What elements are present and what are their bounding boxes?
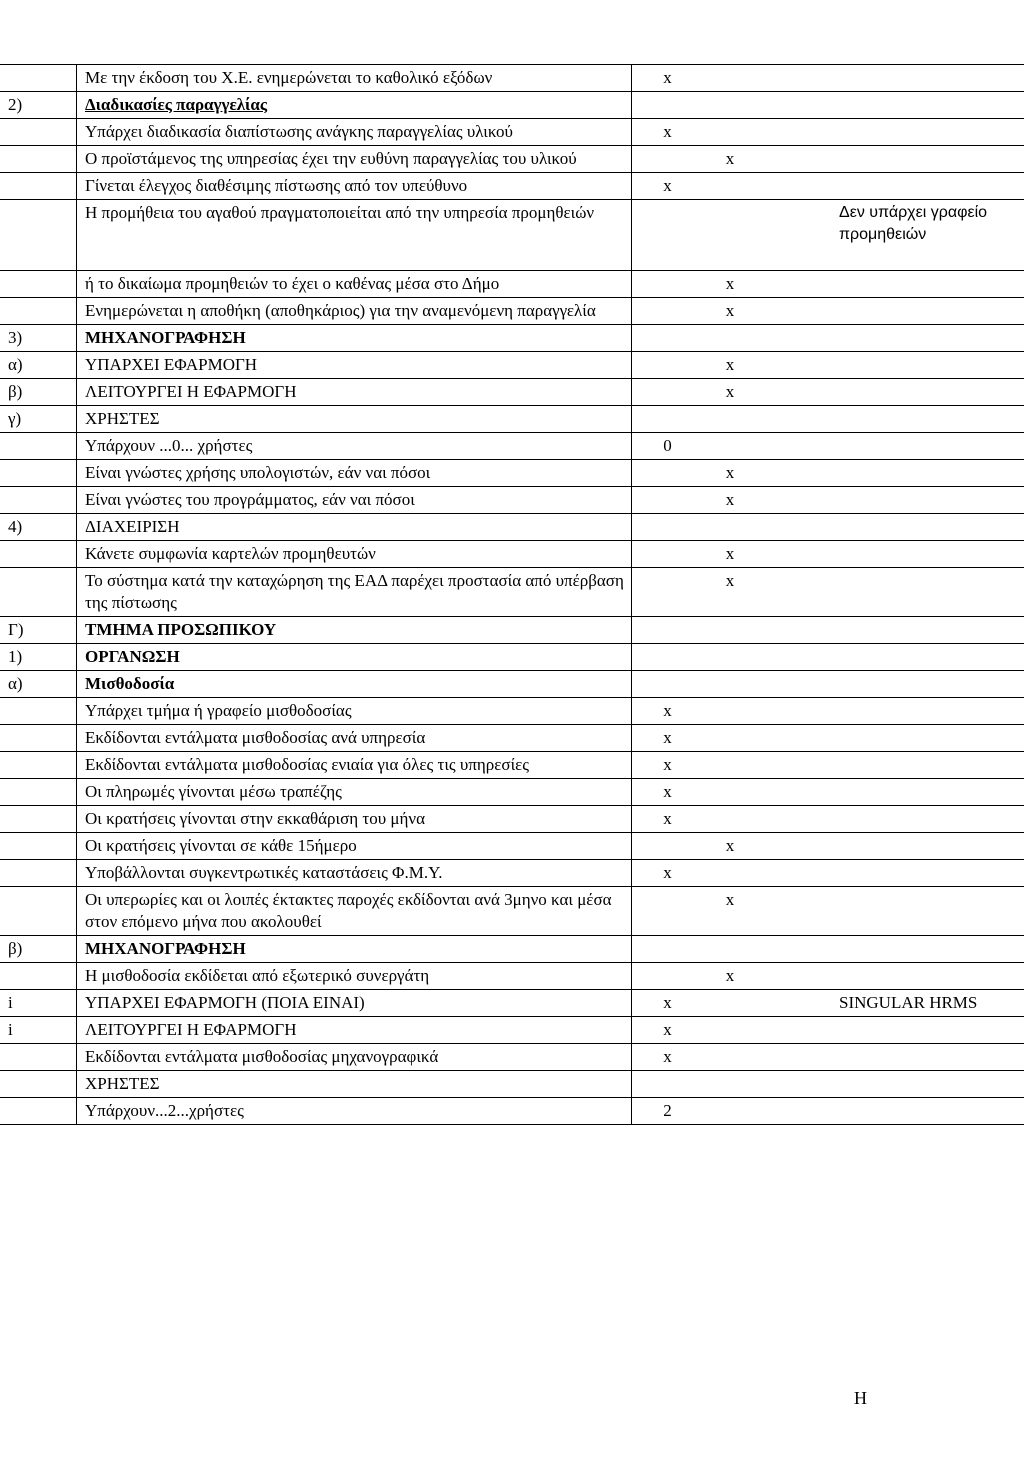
row-description: ΥΠΑΡΧΕΙ ΕΦΑΡΜΟΓΗ (ΠΟΙΑ ΕΙΝΑΙ) — [77, 990, 632, 1017]
row-observation — [831, 298, 1024, 325]
row-description: Υπάρχουν...2...χρήστες — [77, 1098, 632, 1125]
row-yes-mark — [632, 617, 702, 644]
row-na-mark — [757, 644, 831, 671]
row-no-mark — [701, 433, 757, 460]
row-description: ΟΡΓΑΝΩΣΗ — [77, 644, 632, 671]
row-no-mark: x — [701, 379, 757, 406]
row-number: Γ) — [0, 617, 77, 644]
row-number: α) — [0, 352, 77, 379]
row-description: ΧΡΗΣΤΕΣ — [77, 406, 632, 433]
row-na-mark — [757, 92, 831, 119]
row-yes-mark: 0 — [632, 433, 702, 460]
row-na-mark — [757, 671, 831, 698]
row-description: Εκδίδονται εντάλματα μισθοδοσίας ενιαία για όλες τις υπηρεσίες — [77, 752, 632, 779]
row-description: ή το δικαίωμα προμηθειών το έχει ο καθένας μέσα στο Δήμο — [77, 271, 632, 298]
row-observation — [831, 698, 1024, 725]
row-na-mark — [757, 779, 831, 806]
row-yes-mark — [632, 200, 702, 271]
row-number: α) — [0, 671, 77, 698]
row-yes-mark — [632, 1071, 702, 1098]
row-na-mark — [757, 833, 831, 860]
row-number — [0, 433, 77, 460]
row-yes-mark — [632, 352, 702, 379]
row-no-mark — [701, 752, 757, 779]
row-na-mark — [757, 752, 831, 779]
row-yes-mark — [632, 325, 702, 352]
row-number — [0, 860, 77, 887]
row-na-mark — [757, 568, 831, 617]
row-description: Υπάρχει διαδικασία διαπίστωσης ανάγκης παραγγελίας υλικού — [77, 119, 632, 146]
row-observation — [831, 1017, 1024, 1044]
row-na-mark — [757, 65, 831, 92]
row-yes-mark — [632, 833, 702, 860]
checklist-body — [0, 65, 1024, 1125]
row-na-mark — [757, 806, 831, 833]
row-description: Ο προϊστάμενος της υπηρεσίας έχει την ευθύνη παραγγελίας του υλικού — [77, 146, 632, 173]
row-na-mark — [757, 271, 831, 298]
row-no-mark — [701, 779, 757, 806]
row-description: Οι υπερωρίες και οι λοιπές έκτακτες παροχές εκδίδονται ανά 3μηνο και μέσα στον επόμενο μήνα που ακολουθεί — [77, 887, 632, 936]
row-observation — [831, 644, 1024, 671]
row-na-mark — [757, 860, 831, 887]
row-observation — [831, 487, 1024, 514]
table-row — [0, 460, 1024, 487]
row-number — [0, 119, 77, 146]
row-number — [0, 271, 77, 298]
row-number — [0, 725, 77, 752]
row-number: 2) — [0, 92, 77, 119]
row-no-mark — [701, 644, 757, 671]
table-row — [0, 990, 1024, 1017]
row-no-mark — [701, 860, 757, 887]
row-number — [0, 298, 77, 325]
row-description: Με την έκδοση του Χ.Ε. ενημερώνεται το καθολικό εξόδων — [77, 65, 632, 92]
row-na-mark — [757, 1044, 831, 1071]
row-no-mark: x — [701, 568, 757, 617]
row-no-mark — [701, 200, 757, 271]
table-row — [0, 1098, 1024, 1125]
row-no-mark — [701, 514, 757, 541]
row-no-mark — [701, 173, 757, 200]
row-yes-mark: x — [632, 779, 702, 806]
row-no-mark: x — [701, 460, 757, 487]
row-yes-mark — [632, 379, 702, 406]
row-observation — [831, 1071, 1024, 1098]
row-yes-mark — [632, 671, 702, 698]
row-number — [0, 833, 77, 860]
row-no-mark: x — [701, 271, 757, 298]
table-row — [0, 65, 1024, 92]
row-na-mark — [757, 298, 831, 325]
row-no-mark — [701, 325, 757, 352]
row-no-mark: x — [701, 298, 757, 325]
table-row — [0, 806, 1024, 833]
section-heading: Διαδικασίες παραγγελίας — [85, 95, 267, 114]
table-row — [0, 325, 1024, 352]
row-description: Γίνεται έλεγχος διαθέσιμης πίστωσης από τον υπεύθυνο — [77, 173, 632, 200]
row-observation — [831, 271, 1024, 298]
row-na-mark — [757, 541, 831, 568]
row-observation — [831, 379, 1024, 406]
row-description: Είναι γνώστες του προγράμματος, εάν ναι πόσοι — [77, 487, 632, 514]
row-number: 1) — [0, 644, 77, 671]
row-yes-mark: x — [632, 990, 702, 1017]
checklist-table — [0, 64, 1024, 1125]
row-description — [77, 92, 632, 119]
row-no-mark: x — [701, 146, 757, 173]
row-yes-mark: x — [632, 806, 702, 833]
row-no-mark — [701, 990, 757, 1017]
table-row — [0, 887, 1024, 936]
row-no-mark — [701, 406, 757, 433]
row-number: 4) — [0, 514, 77, 541]
row-number: β) — [0, 936, 77, 963]
row-description: Εκδίδονται εντάλματα μισθοδοσίας ανά υπηρεσία — [77, 725, 632, 752]
row-observation — [831, 833, 1024, 860]
row-observation — [831, 963, 1024, 990]
table-row — [0, 200, 1024, 271]
row-description: ΔΙΑΧΕΙΡΙΣΗ — [77, 514, 632, 541]
row-yes-mark — [632, 936, 702, 963]
row-yes-mark: x — [632, 1017, 702, 1044]
row-description: Οι κρατήσεις γίνονται σε κάθε 15ήμερο — [77, 833, 632, 860]
table-row — [0, 146, 1024, 173]
row-na-mark — [757, 1017, 831, 1044]
row-number — [0, 1071, 77, 1098]
row-number — [0, 460, 77, 487]
row-yes-mark — [632, 644, 702, 671]
row-description: ΤΜΗΜΑ ΠΡΟΣΩΠΙΚΟΥ — [77, 617, 632, 644]
row-no-mark: x — [701, 487, 757, 514]
row-number — [0, 698, 77, 725]
table-row — [0, 779, 1024, 806]
table-row — [0, 173, 1024, 200]
row-yes-mark: x — [632, 752, 702, 779]
row-no-mark: x — [701, 833, 757, 860]
row-yes-mark — [632, 92, 702, 119]
row-observation — [831, 806, 1024, 833]
row-observation — [831, 325, 1024, 352]
table-row — [0, 92, 1024, 119]
row-number — [0, 963, 77, 990]
row-description: Μισθοδοσία — [77, 671, 632, 698]
row-yes-mark: x — [632, 173, 702, 200]
row-number — [0, 487, 77, 514]
row-na-mark — [757, 990, 831, 1017]
row-no-mark — [701, 119, 757, 146]
table-row — [0, 725, 1024, 752]
row-description: ΥΠΑΡΧΕΙ ΕΦΑΡΜΟΓΗ — [77, 352, 632, 379]
row-na-mark — [757, 887, 831, 936]
row-description: Υποβάλλονται συγκεντρωτικές καταστάσεις Φ.Μ.Υ. — [77, 860, 632, 887]
row-observation — [831, 671, 1024, 698]
row-observation — [831, 173, 1024, 200]
row-observation — [831, 119, 1024, 146]
row-number — [0, 887, 77, 936]
row-observation — [831, 860, 1024, 887]
row-no-mark — [701, 92, 757, 119]
row-number: i — [0, 990, 77, 1017]
row-yes-mark — [632, 541, 702, 568]
row-observation — [831, 936, 1024, 963]
table-row — [0, 433, 1024, 460]
row-na-mark — [757, 200, 831, 271]
row-number: β) — [0, 379, 77, 406]
table-row — [0, 541, 1024, 568]
table-row — [0, 671, 1024, 698]
row-na-mark — [757, 325, 831, 352]
table-row — [0, 860, 1024, 887]
table-row — [0, 698, 1024, 725]
row-na-mark — [757, 1098, 831, 1125]
row-no-mark: x — [701, 541, 757, 568]
row-no-mark — [701, 1017, 757, 1044]
row-observation — [831, 541, 1024, 568]
row-description: Κάνετε συμφωνία καρτελών προμηθευτών — [77, 541, 632, 568]
row-description: ΛΕΙΤΟΥΡΓΕΙ Η ΕΦΑΡΜΟΓΗ — [77, 1017, 632, 1044]
row-observation — [831, 617, 1024, 644]
row-observation — [831, 887, 1024, 936]
row-observation — [831, 568, 1024, 617]
row-no-mark: x — [701, 352, 757, 379]
row-number — [0, 65, 77, 92]
row-description: ΧΡΗΣΤΕΣ — [77, 1071, 632, 1098]
table-row — [0, 1071, 1024, 1098]
row-number — [0, 752, 77, 779]
row-number — [0, 1098, 77, 1125]
row-no-mark — [701, 1044, 757, 1071]
row-observation — [831, 352, 1024, 379]
row-yes-mark: x — [632, 725, 702, 752]
row-no-mark — [701, 65, 757, 92]
table-row — [0, 936, 1024, 963]
row-no-mark — [701, 1098, 757, 1125]
row-na-mark — [757, 146, 831, 173]
row-description: Υπάρχει τμήμα ή γραφείο μισθοδοσίας — [77, 698, 632, 725]
row-no-mark: x — [701, 963, 757, 990]
row-na-mark — [757, 487, 831, 514]
row-description: Οι πληρωμές γίνονται μέσω τραπέζης — [77, 779, 632, 806]
table-row — [0, 617, 1024, 644]
row-na-mark — [757, 936, 831, 963]
row-yes-mark — [632, 146, 702, 173]
row-number — [0, 173, 77, 200]
row-yes-mark: x — [632, 65, 702, 92]
row-no-mark — [701, 1071, 757, 1098]
table-row — [0, 406, 1024, 433]
table-row — [0, 1017, 1024, 1044]
row-yes-mark — [632, 406, 702, 433]
row-description: ΜΗΧΑΝΟΓΡΑΦΗΣΗ — [77, 936, 632, 963]
row-description: ΛΕΙΤΟΥΡΓΕΙ Η ΕΦΑΡΜΟΓΗ — [77, 379, 632, 406]
row-observation — [831, 406, 1024, 433]
row-na-mark — [757, 617, 831, 644]
row-yes-mark — [632, 963, 702, 990]
row-number — [0, 200, 77, 271]
table-row — [0, 298, 1024, 325]
row-na-mark — [757, 173, 831, 200]
row-na-mark — [757, 379, 831, 406]
row-yes-mark — [632, 568, 702, 617]
row-observation — [831, 146, 1024, 173]
row-yes-mark — [632, 887, 702, 936]
row-observation — [831, 779, 1024, 806]
row-number — [0, 1044, 77, 1071]
row-number — [0, 779, 77, 806]
row-description: Οι κρατήσεις γίνονται στην εκκαθάριση του μήνα — [77, 806, 632, 833]
row-na-mark — [757, 963, 831, 990]
row-yes-mark: 2 — [632, 1098, 702, 1125]
row-description: Εκδίδονται εντάλματα μισθοδοσίας μηχανογραφικά — [77, 1044, 632, 1071]
row-description: ΜΗΧΑΝΟΓΡΑΦΗΣΗ — [77, 325, 632, 352]
table-row — [0, 752, 1024, 779]
row-no-mark — [701, 671, 757, 698]
row-observation — [831, 92, 1024, 119]
row-number — [0, 568, 77, 617]
row-no-mark: x — [701, 887, 757, 936]
row-number — [0, 146, 77, 173]
row-observation — [831, 1098, 1024, 1125]
row-number: 3) — [0, 325, 77, 352]
row-observation — [831, 752, 1024, 779]
row-description: Η μισθοδοσία εκδίδεται από εξωτερικό συνεργάτη — [77, 963, 632, 990]
row-description: Υπάρχουν ...0... χρήστες — [77, 433, 632, 460]
row-yes-mark — [632, 460, 702, 487]
row-yes-mark: x — [632, 1044, 702, 1071]
row-yes-mark — [632, 271, 702, 298]
row-observation — [831, 514, 1024, 541]
row-number — [0, 806, 77, 833]
row-na-mark — [757, 698, 831, 725]
row-observation — [831, 1044, 1024, 1071]
table-row — [0, 379, 1024, 406]
row-description: Το σύστημα κατά την καταχώρηση της ΕΑΔ παρέχει προστασία από υπέρβαση της πίστωσης — [77, 568, 632, 617]
row-no-mark — [701, 698, 757, 725]
page-footer-mark: Η — [854, 1388, 867, 1408]
table-row — [0, 1044, 1024, 1071]
row-na-mark — [757, 725, 831, 752]
row-no-mark — [701, 725, 757, 752]
table-row — [0, 644, 1024, 671]
row-observation — [831, 725, 1024, 752]
row-na-mark — [757, 460, 831, 487]
row-number: i — [0, 1017, 77, 1044]
table-row — [0, 119, 1024, 146]
row-no-mark — [701, 806, 757, 833]
table-row — [0, 271, 1024, 298]
row-yes-mark: x — [632, 119, 702, 146]
row-observation: SINGULAR HRMS — [831, 990, 1024, 1017]
row-na-mark — [757, 433, 831, 460]
table-row — [0, 568, 1024, 617]
row-number — [0, 541, 77, 568]
row-no-mark — [701, 617, 757, 644]
row-yes-mark — [632, 487, 702, 514]
table-row — [0, 514, 1024, 541]
table-row — [0, 833, 1024, 860]
row-description: Ενημερώνεται η αποθήκη (αποθηκάριος) για την αναμενόμενη παραγγελία — [77, 298, 632, 325]
row-yes-mark: x — [632, 860, 702, 887]
row-description: Είναι γνώστες χρήσης υπολογιστών, εάν ναι πόσοι — [77, 460, 632, 487]
row-na-mark — [757, 119, 831, 146]
row-na-mark — [757, 514, 831, 541]
table-row — [0, 963, 1024, 990]
row-observation — [831, 433, 1024, 460]
row-yes-mark — [632, 298, 702, 325]
table-row — [0, 352, 1024, 379]
row-observation — [831, 65, 1024, 92]
row-yes-mark: x — [632, 698, 702, 725]
row-yes-mark — [632, 514, 702, 541]
row-observation — [831, 460, 1024, 487]
table-row — [0, 487, 1024, 514]
row-description: Η προμήθεια του αγαθού πραγματοποιείται από την υπηρεσία προμηθειών — [77, 200, 632, 271]
row-na-mark — [757, 1071, 831, 1098]
row-na-mark — [757, 406, 831, 433]
row-na-mark — [757, 352, 831, 379]
row-observation: Δεν υπάρχει γραφείο προμηθειών — [831, 200, 1024, 271]
row-number: γ) — [0, 406, 77, 433]
row-no-mark — [701, 936, 757, 963]
